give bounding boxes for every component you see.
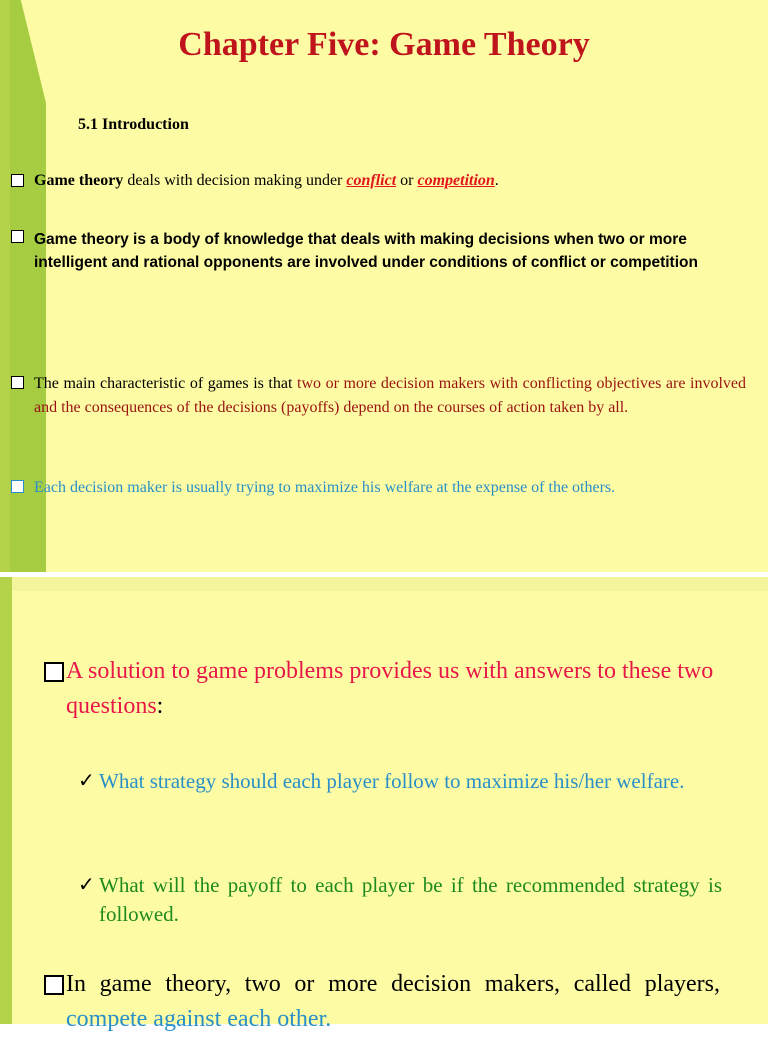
text: In game theory, two or more decision makers, called players, [66,971,720,997]
question-strategy: What strategy should each player follow to maximize his/her welfare. [99,769,685,793]
text: : [156,693,164,719]
paragraph-decision-maker: Each decision maker is usually trying to maximize his welfare at the expense of the others. [34,479,616,496]
text: deals with decision making under [123,172,347,189]
checkmark-icon: ✓ [78,874,95,896]
paragraph-main-characteristic [34,372,746,420]
highlight-text: compete against each other. [66,1006,332,1032]
bullet-square-icon [11,376,24,389]
emphasis-conflict: conflict [346,172,397,189]
text: The main characteristic of games is that [34,375,297,392]
checkmark-icon: ✓ [78,770,95,792]
paragraph-players [66,967,720,1037]
bullet-square-icon [44,975,64,995]
decorative-band [0,577,768,591]
bullet-square-icon [11,480,24,493]
highlight-text: two or more decision makers with conflicting objectives are involved and the consequences of the decisions (payoffs) depend on the courses of action taken by all. [34,375,746,416]
paragraph-body-of-knowledge: Game theory is a body of knowledge that deals with making decisions when two or more intelligent and rational opponents are involved under conditions of conflict or competition [34,231,698,271]
section-heading: 5.1 Introduction [78,116,189,133]
bullet-square-icon [11,230,24,243]
decorative-band [0,577,12,1024]
page-title: Chapter Five: Game Theory [178,26,590,63]
bullet-square-icon [44,662,64,682]
slide-2 [0,577,768,1024]
text: . [494,172,499,189]
bullet-square-icon [11,174,24,187]
emphasis-competition: competition [417,172,495,189]
paragraph-game-theory-def [34,172,746,190]
term: Game theory [34,172,124,189]
text: or [396,172,418,189]
paragraph-solution [66,654,720,724]
question-payoff: What will the payoff to each player be if the recommended strategy is followed. [99,873,722,926]
text: A solution to game problems provides us with answers to these two questions [66,658,714,719]
